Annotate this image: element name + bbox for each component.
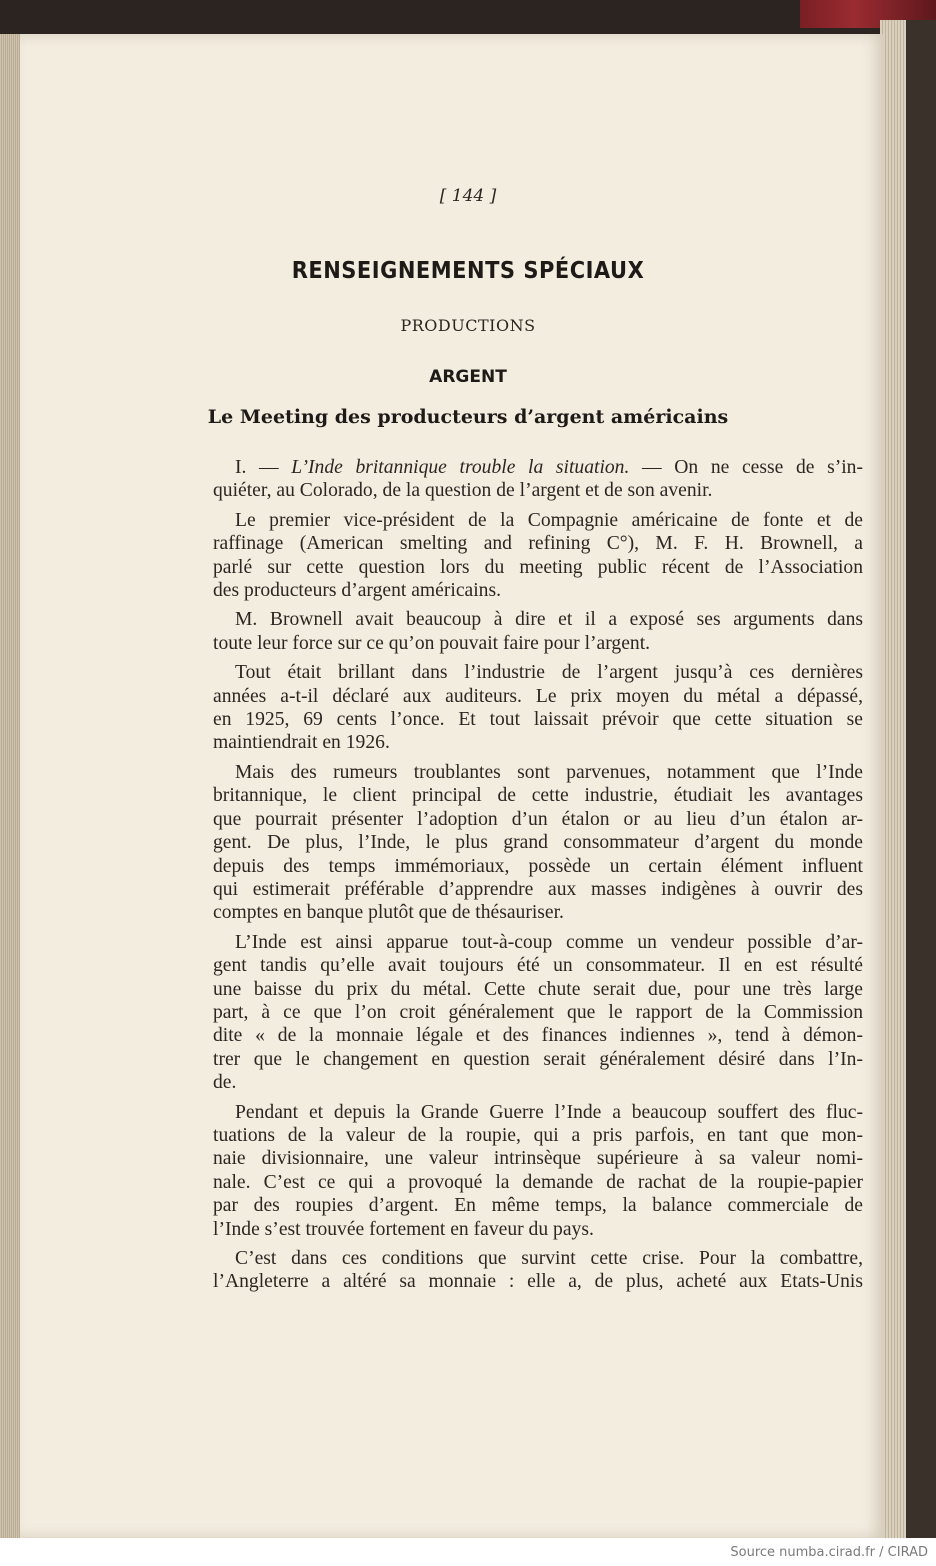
text-line: gent. De plus, l’Inde, le plus grand consommateur d’argent du monde: [213, 832, 863, 854]
source-credit: Source numba.cirad.fr / CIRAD: [730, 1545, 928, 1560]
text-line: dite « de la monnaie légale et des finances indiennes », tend à démon-: [213, 1025, 863, 1047]
page-number: [ 144 ]: [439, 186, 497, 206]
paragraph: [213, 931, 863, 1095]
paragraph: [213, 509, 863, 603]
paragraph: [213, 661, 863, 755]
text-line: Tout était brillant dans l’industrie de l’argent jusqu’à ces dernières: [235, 662, 863, 684]
text-line: Mais des rumeurs troublantes sont parvenues, notamment que l’Inde: [235, 761, 863, 783]
paragraph: [213, 1247, 863, 1294]
paragraph: [213, 608, 863, 655]
text-line: quiéter, au Colorado, de la question de l’argent et de son avenir.: [213, 480, 713, 502]
paragraph: [213, 1101, 863, 1241]
text-line: tuations de la valeur de la roupie, qui a pris parfois, en tant que mon-: [213, 1124, 863, 1146]
article-body: [213, 456, 863, 1294]
text-line: trer que le changement en question serait généralement désiré dans l’In-: [213, 1048, 863, 1070]
text-line: Pendant et depuis la Grande Guerre l’Inde a beaucoup souffert des fluc-: [235, 1101, 863, 1123]
paragraph: [213, 761, 863, 925]
section-heading: PRODUCTIONS: [400, 316, 536, 335]
text-line: l’Angleterre a altéré sa monnaie : elle a, de plus, acheté aux Etats-Unis: [213, 1271, 863, 1293]
text-line: C’est dans ces conditions que survint cette crise. Pour la combattre,: [235, 1248, 863, 1269]
text-line: une baisse du prix du métal. Cette chute serait due, pour une très large: [213, 978, 863, 1000]
paragraph: [213, 456, 863, 503]
text-line: britannique, le client principal de cette industrie, étudiait les avantages: [213, 785, 863, 807]
text-line: L’Inde est ainsi apparue tout-à-coup comme un vendeur possible d’ar-: [235, 931, 863, 953]
lead-italic: L’Inde britannique trouble la situation.: [291, 457, 630, 478]
text-line: Le premier vice-président de la Compagnie américaine de fonte et de: [235, 509, 863, 531]
text-line: [213, 456, 863, 479]
lead-prefix: I. —: [235, 457, 292, 478]
text-line: part, à ce que l’on croit généralement que le rapport de la Commission: [213, 1001, 863, 1023]
text-line: toute leur force sur ce qu’on pouvait faire pour l’argent.: [213, 632, 651, 654]
text-line: raffinage (American smelting and refining C°), M. F. H. Brownell, a: [213, 533, 863, 555]
text-line: naie divisionnaire, une valeur intrinsèque supérieure à sa valeur nomi-: [213, 1148, 863, 1170]
subsection-heading: ARGENT: [429, 367, 507, 387]
text-line: parlé sur cette question lors du meeting public récent de l’Association: [213, 556, 863, 578]
text-line: nale. C’est ce qui a provoqué la demande de rachat de la roupie-papier: [213, 1171, 863, 1193]
text-line: M. Brownell avait beaucoup à dire et il a exposé ses arguments dans: [235, 609, 863, 631]
lead-rest: — On ne cesse de s’in-: [629, 457, 863, 478]
text-line: en 1925, 69 cents l’once. Et tout laissait prévoir que cette situation se: [213, 709, 863, 731]
text-line: l’Inde s’est trouvée fortement en faveur du pays.: [213, 1218, 594, 1240]
article-title: Le Meeting des producteurs d’argent américains: [207, 406, 729, 428]
text-line: comptes en banque plutôt que de thésauriser.: [213, 902, 564, 924]
text-line: années a-t-il déclaré aux auditeurs. Le prix moyen du métal a dépassé,: [213, 685, 863, 707]
page-title: RENSEIGNEMENTS SPÉCIAUX: [291, 256, 645, 284]
text-line: que pourrait présenter l’adoption d’un étalon or au lieu d’un étalon ar-: [213, 808, 863, 830]
text-line: qui estimerait préférable d’apprendre aux masses indigènes à ouvrir des: [213, 878, 863, 900]
text-line: des producteurs d’argent américains.: [213, 580, 501, 602]
text-line: depuis des temps immémoriaux, possède un certain élément influent: [213, 855, 863, 877]
text-line: de.: [213, 1072, 237, 1094]
text-line: par des roupies d’argent. En même temps, la balance commerciale de: [213, 1195, 863, 1217]
text-line: gent tandis qu’elle avait toujours été un consommateur. Il en est résulté: [213, 955, 863, 977]
text-line: maintiendrait en 1926.: [213, 732, 390, 754]
book-spine-shadow: [906, 20, 936, 1538]
